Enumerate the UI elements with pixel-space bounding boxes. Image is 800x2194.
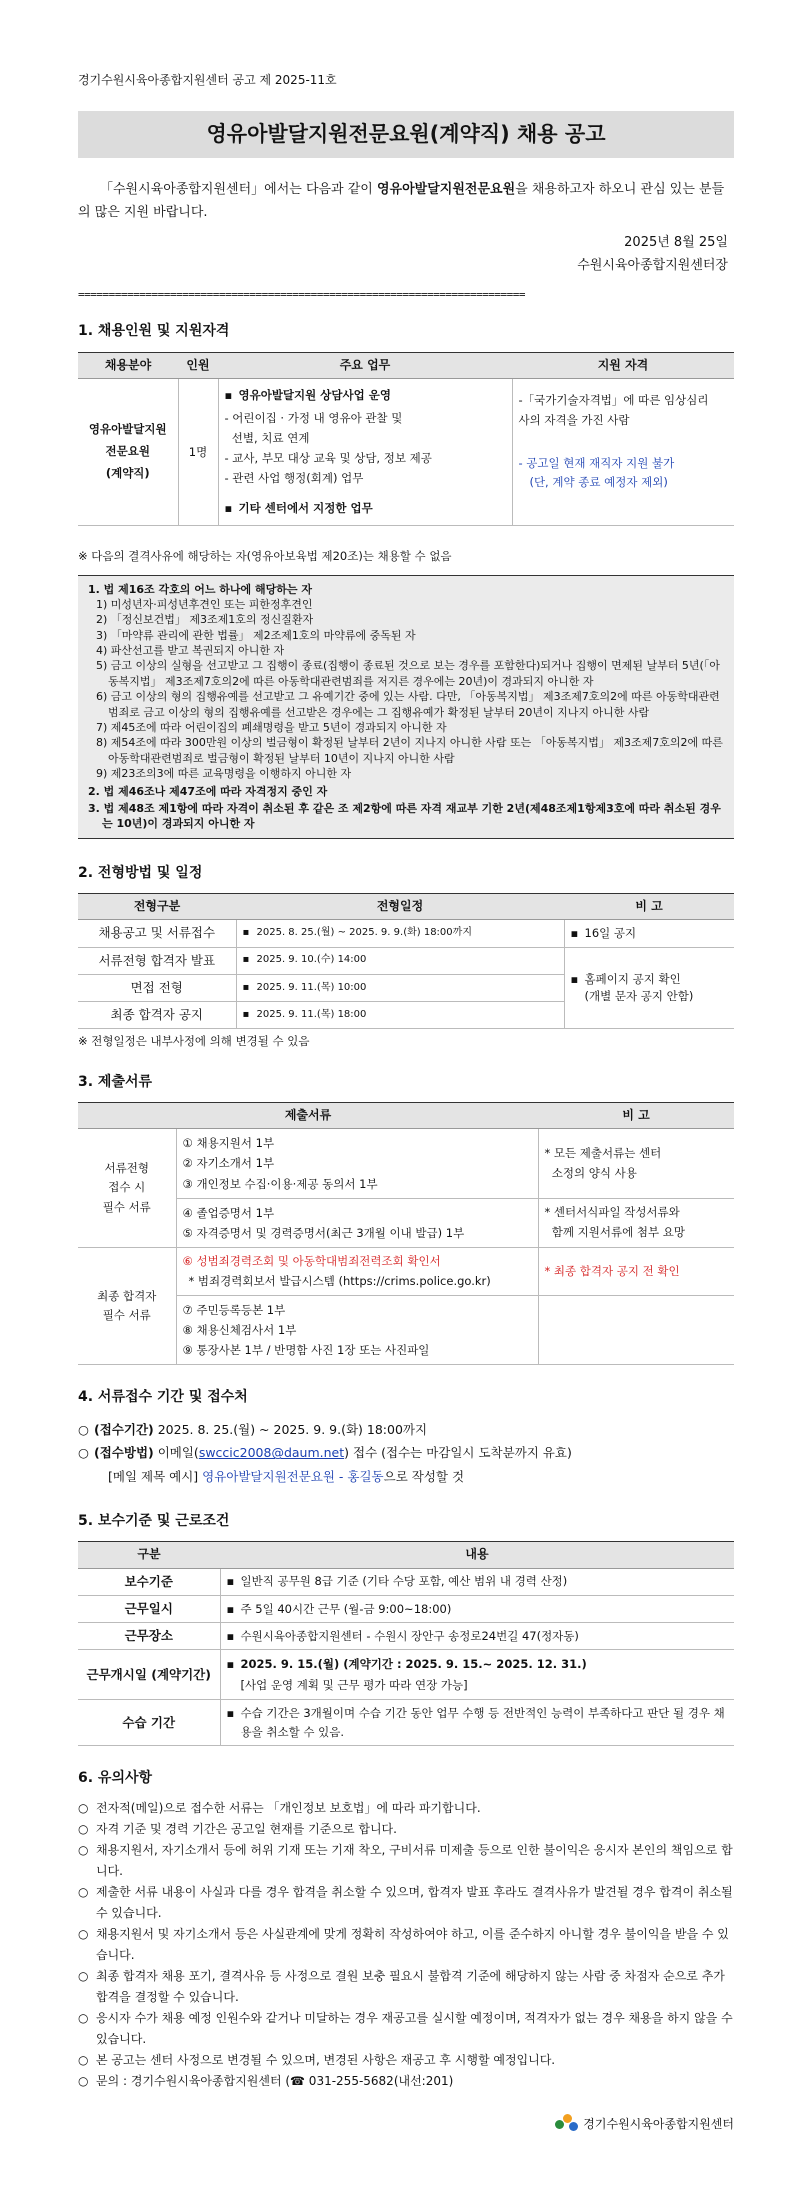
- notice-issuer: 수원시육아종합지원센터장: [577, 258, 728, 273]
- schedule-table: [78, 893, 734, 1029]
- disq-item: 4) 파산선고를 받고 복권되지 아니한 자: [96, 644, 285, 658]
- condition-key: 수습 기간: [78, 1700, 220, 1746]
- date-cell: [236, 1001, 564, 1028]
- date-text: ▪ 2025. 9. 11.(목) 10:00: [243, 981, 558, 996]
- doc-remark: * 최종 합격자 공지 전 확인: [538, 1247, 734, 1295]
- caution-item: ○ 본 공고는 센터 사정으로 변경될 수 있으며, 변경된 사항은 재공고 후 시행할 예정입니다.: [78, 2050, 734, 2071]
- caution-item: ○ 최종 합격자 채용 포기, 결격사유 등 사정으로 결원 보충 필요시 불합격 기준에 해당하지 않는 사람 중 차점자 순으로 추가 합격을 결정할 수 있습니다.: [78, 1966, 734, 2008]
- duty-item: - 관련 사업 행정(회계) 업무: [224, 471, 364, 486]
- date-cell: [236, 947, 564, 974]
- condition-value-cell: [220, 1700, 734, 1746]
- subject-pre: [메일 제목 예시]: [108, 1469, 203, 1485]
- duty-item: - 교사, 부모 대상 교육 및 상담, 정보 제공: [224, 450, 432, 465]
- duty-other: ▪ 기타 센터에서 지정한 업무: [225, 500, 506, 517]
- disq-item: 5) 금고 이상의 실형을 선고받고 그 집행이 종료(집행이 종료된 것으로 보는 경우를 포함한다)되거나 집행이 면제된 날부터 5년(「아동복지법」 제3조제7호의2에 따른 아동학대관련범죄를 저지른 경우에는 20년)이 경과되지 아니한 자: [96, 659, 720, 688]
- date-text: ▪ 2025. 9. 10.(수) 14:00: [243, 953, 558, 968]
- col-header: 지원 자격: [512, 352, 734, 378]
- disq-item: 7) 제45조에 따라 어린이집의 폐쇄명령을 받고 5년이 경과되지 아니한 자: [96, 721, 447, 735]
- conditions-table: [78, 1541, 734, 1746]
- disq-heading: 2. 법 제46조나 제47조에 따라 자격정지 중인 자: [88, 784, 328, 798]
- mail-subject-example: [78, 1465, 734, 1489]
- page-title: 영유아발달지원전문요원(계약직) 채용 공고: [78, 111, 734, 157]
- col-header: 채용분야: [78, 352, 178, 378]
- doc-item: ⑦ 주민등록등본 1부: [182, 1303, 286, 1318]
- col-header: 비 고: [564, 894, 734, 920]
- application-method: ○ (접수방법) 이메일(swccic2008@daum.net) 접수 (접수는 마감일시 도착분까지 유효): [78, 1445, 572, 1461]
- disq-item: 9) 제23조의3에 따른 교육명령을 이행하지 아니한 자: [96, 767, 352, 781]
- disqualification-note: ※ 다음의 결격사유에 해당하는 자(영유아보육법 제20조)는 채용할 수 없음: [78, 548, 452, 563]
- doc-remark: * 센터서식파일 작성서류와 함께 지원서류에 첨부 요망: [538, 1198, 734, 1247]
- section-schedule: [78, 863, 734, 1050]
- doc-group-label: 서류전형 접수 시 필수 서류: [78, 1129, 176, 1248]
- application-period: ○ (접수기간) 2025. 8. 25.(월) ~ 2025. 9. 9.(화) 18:00까지: [78, 1421, 428, 1437]
- condition-key: 근무일시: [78, 1595, 220, 1622]
- section-conditions: [78, 1511, 734, 1746]
- disq-item: 1) 미성년자·피성년후견인 또는 피한정후견인: [96, 597, 313, 611]
- col-header: 전형구분: [78, 894, 236, 920]
- doc-group-label: 최종 합격자 필수 서류: [78, 1247, 176, 1364]
- doc-item: ⑤ 자격증명서 및 경력증명서(최근 3개월 이내 발급) 1부: [182, 1225, 465, 1240]
- col-header: 전형일정: [236, 894, 564, 920]
- condition-value-sub: [사업 운영 계획 및 근무 평가 따라 연장 가능]: [240, 1677, 468, 1692]
- disqualification-box: [78, 575, 734, 839]
- caution-list: [78, 1798, 734, 2092]
- count-cell: 1명: [178, 379, 218, 526]
- subject-post: 으로 작성할 것: [383, 1469, 465, 1485]
- date-text: ▪ 2025. 8. 25.(월) ~ 2025. 9. 9.(화) 18:00까지: [243, 926, 558, 941]
- condition-value: ▪ 주 5일 40시간 근무 (월-금 9:00~18:00): [227, 1601, 729, 1618]
- section-recruitment: [78, 321, 734, 526]
- section-documents: [78, 1072, 734, 1366]
- doc-item: ③ 개인정보 수집·이용·제공 동의서 1부: [182, 1176, 378, 1191]
- intro-text-c: 을 채용하고자 하오니 관심 있는 분들의 많은 지원 바랍니다.: [78, 181, 725, 221]
- condition-value-cell: [220, 1622, 734, 1649]
- doc-remark-empty: [538, 1296, 734, 1365]
- doc-item: ⑧ 채용신체검사서 1부: [182, 1323, 297, 1338]
- intro-text-a: 「수원시육아종합지원센터」에서는 다음과 같이: [100, 181, 377, 197]
- remark-cell: [564, 947, 734, 1028]
- col-header: 인원: [178, 352, 218, 378]
- section-title: 4. 서류접수 기간 및 접수처: [78, 1389, 248, 1406]
- caution-item-contact: ○ 문의 : 경기수원시육아종합지원센터 (☎ 031-255-5682(내선:201): [78, 2071, 734, 2092]
- disq-item: 3) 「마약류 관리에 관한 법률」 제2조제1호의 마약류에 중독된 자: [96, 628, 416, 642]
- condition-value-cell: [220, 1568, 734, 1595]
- caution-item: ○ 전자적(메일)으로 접수한 서류는 「개인정보 보호법」에 따라 파기합니다.: [78, 1798, 734, 1819]
- notice-number: 경기수원시육아종합지원센터 공고 제 2025-11호: [78, 73, 337, 87]
- duty-cell: [218, 379, 512, 526]
- date-cell: [236, 974, 564, 1001]
- section-title: 6. 유의사항: [78, 1770, 153, 1787]
- qualification-2: - 공고일 현재 재직자 지원 불가 (단, 계약 종료 예정자 제외): [518, 456, 675, 489]
- condition-value: ▪ 수습 기간은 3개월이며 수습 기간 동안 업무 수행 등 전반적인 능력이 부족하다고 판단 될 경우 채용을 취소할 수 있음.: [227, 1704, 729, 1741]
- caution-item: ○ 제출한 서류 내용이 사실과 다를 경우 합격을 취소할 수 있으며, 합격자 발표 후라도 결격사유가 발견될 경우 합격이 취소될 수 있습니다.: [78, 1882, 734, 1924]
- doc-list: [176, 1198, 538, 1247]
- col-header: 내용: [220, 1542, 734, 1568]
- qualification-1: -「국가기술자격법」에 따른 임상심리 사의 자격을 가진 사람: [518, 393, 709, 427]
- doc-item-sub: * 범죄경력회보서 발급시스템 (https://crims.police.go.kr): [188, 1273, 491, 1288]
- remark-cell: [564, 920, 734, 947]
- condition-value: ▪ 2025. 9. 15.(월) (계약기간 : 2025. 9. 15.~ 2025. 12. 31.): [227, 1654, 729, 1675]
- condition-value-cell: [220, 1595, 734, 1622]
- schedule-note: ※ 전형일정은 내부사정에 의해 변경될 수 있음: [78, 1033, 310, 1048]
- remark-text: ▪ 홈페이지 공지 확인 (개별 문자 공지 안함): [571, 971, 729, 1004]
- caution-item: ○ 채용지원서 및 자기소개서 등은 사실관계에 맞게 정확히 작성하여야 하고, 이를 준수하지 아니할 경우 불이익을 받을 수 있습니다.: [78, 1924, 734, 1966]
- disq-item: 6) 금고 이상의 형의 집행유예를 선고받고 그 유예기간 중에 있는 사람. 다만, 「아동복지법」 제3조제7호의2에 따른 아동학대관련범죄로 금고 이상의 형의 집행유예를 선고받은 경우에는 그 집행유예가 확정된 날부터 20년이 지나지 아니한 사람: [96, 690, 720, 719]
- intro-paragraph: [78, 178, 734, 225]
- condition-key: 근무장소: [78, 1622, 220, 1649]
- method-pre: 이메일(: [153, 1445, 199, 1461]
- doc-item: ④ 졸업증명서 1부: [182, 1205, 275, 1220]
- stage-cell: 최종 합격자 공지: [78, 1001, 236, 1028]
- method-label: (접수방법): [94, 1445, 154, 1461]
- subject-example: 영유아발달지원전문요원 - 홍길동: [202, 1469, 384, 1485]
- doc-remark: * 모든 제출서류는 센터 소정의 양식 사용: [538, 1129, 734, 1198]
- qualification-cell: [512, 379, 734, 526]
- disq-heading: 1. 법 제16조 각호의 어느 하나에 해당하는 자: [88, 582, 312, 596]
- col-header: 주요 업무: [218, 352, 512, 378]
- disq-item: 8) 제54조에 따라 300만원 이상의 벌금형이 확정된 날부터 2년이 지나지 아니한 사람 또는 「아동복지법」 제3조제7호의2에 따른 아동학대관련범죄로 벌금형이 확정된 날부터 10년이 지나지 아니한 사람: [96, 736, 723, 765]
- doc-item-criminal-check: ⑥ 성범죄경력조회 및 아동학대범죄전력조회 확인서: [182, 1253, 441, 1268]
- section-title: 3. 제출서류: [78, 1073, 153, 1090]
- documents-table: [78, 1102, 734, 1365]
- separator-line: =========================================================================: [78, 288, 525, 302]
- condition-value-cell: [220, 1650, 734, 1700]
- col-header: 구분: [78, 1542, 220, 1568]
- doc-list: [176, 1296, 538, 1365]
- recruitment-table: [78, 352, 734, 526]
- stage-cell: 서류전형 합격자 발표: [78, 947, 236, 974]
- condition-value: ▪ 일반직 공무원 8급 기준 (기타 수당 포함, 예산 범위 내 경력 산정): [227, 1573, 729, 1590]
- section-title: 1. 채용인원 및 지원자격: [78, 323, 230, 340]
- caution-item: ○ 응시자 수가 채용 예정 인원수와 같거나 미달하는 경우 재공고를 실시할 예정이며, 적격자가 없는 경우 채용을 하지 않을 수 있습니다.: [78, 2008, 734, 2050]
- date-text: ▪ 2025. 9. 11.(목) 18:00: [243, 1008, 558, 1023]
- center-logo-icon: [555, 2114, 579, 2134]
- duty-item: - 어린이집 · 가정 내 영유아 관찰 및 선별, 치료 연계: [224, 410, 403, 445]
- stage-cell: 면접 전형: [78, 974, 236, 1001]
- date-cell: [236, 920, 564, 947]
- footer-logo: [78, 2114, 734, 2134]
- method-post: ) 접수 (접수는 마감일시 도착분까지 유효): [344, 1445, 572, 1461]
- condition-key: 근무개시일 (계약기간): [78, 1650, 220, 1700]
- caution-item: ○ 채용지원서, 자기소개서 등에 허위 기재 또는 기재 착오, 구비서류 미제출 등으로 인한 불이익은 응시자 본인의 책임으로 합니다.: [78, 1840, 734, 1882]
- caution-item: ○ 자격 기준 및 경력 기간은 공고일 현재를 기준으로 합니다.: [78, 1819, 734, 1840]
- col-header: 비 고: [538, 1102, 734, 1128]
- condition-value: ▪ 수원시육아종합지원센터 - 수원시 장안구 송정로24번길 47(정자동): [227, 1628, 729, 1645]
- doc-list: [176, 1129, 538, 1198]
- field-cell: 영유아발달지원 전문요원 (계약직): [78, 379, 178, 526]
- disq-heading: 3. 법 제48조 제1항에 따라 자격이 취소된 후 같은 조 제2항에 따른 자격 재교부 기한 2년(제48조제1항제3호에 따라 취소된 경우는 10년)이 경과되지 아니한 자: [88, 802, 721, 831]
- col-header: 제출서류: [78, 1102, 538, 1128]
- doc-item: ① 채용지원서 1부: [182, 1136, 275, 1151]
- remark-text: ▪ 16일 공지: [571, 925, 729, 942]
- intro-position: 영유아발달지원전문요원: [377, 181, 516, 197]
- condition-key: 보수기준: [78, 1568, 220, 1595]
- doc-item: ② 자기소개서 1부: [182, 1156, 275, 1171]
- email-link[interactable]: swccic2008@daum.net: [198, 1445, 345, 1461]
- section-title: 5. 보수기준 및 근로조건: [78, 1512, 230, 1529]
- section-cautions: [78, 1768, 734, 2092]
- footer-org-name: 경기수원시육아종합지원센터: [583, 2116, 734, 2131]
- section-title: 2. 전형방법 및 일정: [78, 864, 203, 881]
- disq-item: 2) 「정신보건법」 제3조제1호의 정신질환자: [96, 613, 314, 627]
- stage-cell: 채용공고 및 서류접수: [78, 920, 236, 947]
- period-text: 2025. 8. 25.(월) ~ 2025. 9. 9.(화) 18:00까지: [153, 1421, 428, 1437]
- period-label: (접수기간): [94, 1421, 154, 1437]
- doc-list: [176, 1247, 538, 1295]
- notice-date: 2025년 8월 25일: [624, 234, 728, 250]
- duty-main: ▪ 영유아발달지원 상담사업 운영: [225, 387, 506, 404]
- section-application: [78, 1387, 734, 1489]
- doc-item: ⑨ 통장사본 1부 / 반명함 사진 1장 또는 사진파일: [182, 1343, 430, 1358]
